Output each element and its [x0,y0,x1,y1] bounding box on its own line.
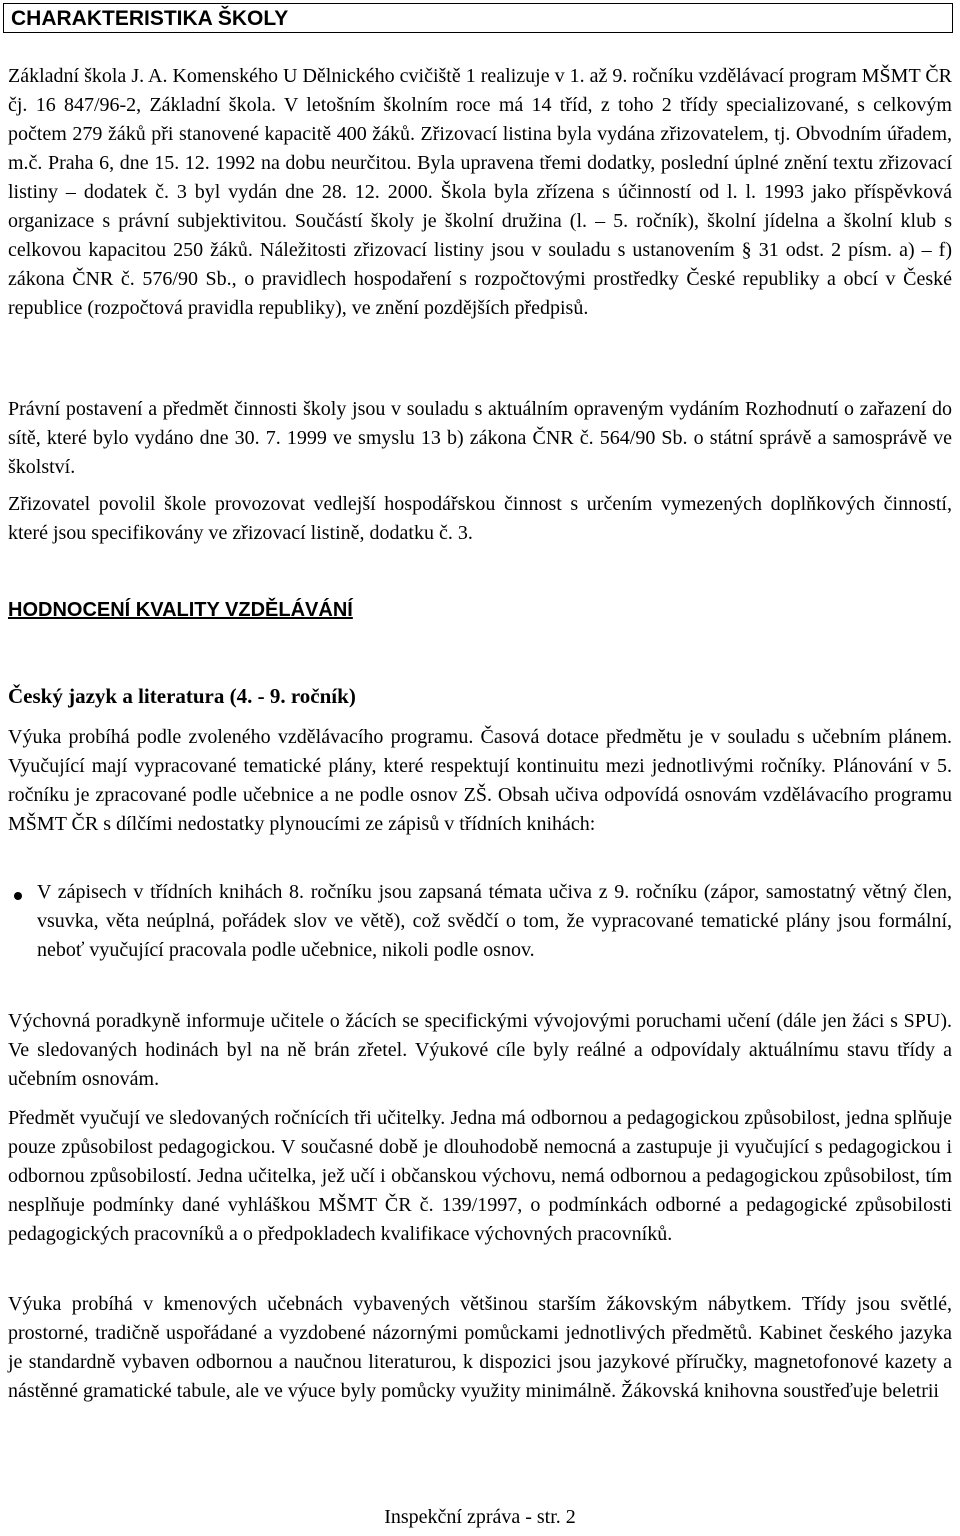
quality-paragraph-3: Předmět vyučují ve sledovaných ročnících tři učitelky. Jedna má odbornou a pedagogickou způsobilost, jedna splňuje pouze způsobilost pedagogickou. V současné době je dlouhodobě nemocná a zastupuje ji vyučující s pedagogickou i odbornou způsobilostí. Jedna učitelka, jež učí i občanskou výchovu, nemá odbornou a pedagogickou způsobilost, tím nesplňuje podmínky dané vyhláškou MŠMT ČR č. 139/1997, o podmínkách odborné a pedagogické způsobilosti pedagogických pracovníků a o předpokladech kvalifikace výchovných pracovníků. [8,1107,952,1245]
bullet-list-item: V zápisech v třídních knihách 8. ročníku jsou zapsaná témata učiva z 9. ročníku (zápor, samostatný větný člen, vsuvka, věta neúplná, pořádek slov ve větě), což svědčí o tom, že vypracované tematické plány jsou formální, neboť vyučující pracovala podle učebnice, nikoli podle osnov. [37,881,952,961]
quality-paragraph-1: Výuka probíhá podle zvoleného vzdělávacího programu. Časová dotace předmětu je v souladu s učebním plánem. Vyučující mají vypracované tematické plány, které respektují kontinuitu mezi jednotlivými ročníky. Plánování v 5. ročníku je zpracované podle učebnice a ne podle osnov ZŠ. Obsah učiva odpovídá osnovám vzdělávacího programu MŠMT ČR s dílčími nedostatky plynoucími ze zápisů v třídních knihách: [8,726,952,835]
section-heading-quality: HODNOCENÍ KVALITY VZDĚLÁVÁNÍ [8,599,353,621]
characteristics-paragraph-1: Základní škola J. A. Komenského U Dělnického cvičiště 1 realizuje v 1. až 9. ročníku vzdělávací program MŠMT ČR čj. 16 847/96-2, Základní škola. V letošním školním roce má 14 tříd, z toho 2 třídy specializované, s celkovým počtem 279 žáků při stanovené kapacitě 400 žáků. Zřizovací listina byla vydána zřizovatelem, tj. Obvodním úřadem, m.č. Praha 6, dne 15. 12. 1992 na dobu neurčitou. Byla upravena třemi dodatky, poslední úplné znění textu zřizovací listiny – dodatek č. 3 byl vydán dne 28. 12. 2000. Škola byla zřízena s účinností od l. l. 1993 jako příspěvková organizace s právní subjektivitou. Součástí školy je školní družina (l. – 5. ročník), školní jídelna a školní klub s celkovou kapacitou 250 žáků. Náležitosti zřizovací listiny jsou v souladu s ustanovením § 31 odst. 2 písm. a) – f) zákona ČNR č. 576/90 Sb., o pravidlech hospodaření s rozpočtovými prostředky České republiky a obcí v České republice (rozpočtová pravidla republiky), ve znění pozdějších předpisů. [8,65,952,319]
subject-heading: Český jazyk a literatura (4. - 9. ročník) [8,684,356,708]
quality-paragraph-4: Výuka probíhá v kmenových učebnách vybavených většinou starším žákovským nábytkem. Třídy jsou světlé, prostorné, tradičně uspořádané a vyzdobené názornými pomůckami jednotlivých předmětů. Kabinet českého jazyka je standardně vybaven odbornou a naučnou literaturou, k dispozici jsou jazykové příručky, magnetofonové kazety a nástěnné gramatické tabule, ale ve výuce byly pomůcky využity minimálně. Žákovská knihovna soustřeďuje beletrii [8,1293,952,1402]
quality-paragraph-2: Výchovná poradkyně informuje učitele o žácích se specifickými vývojovými poruchami učení (dále jen žáci s SPU). Ve sledovaných hodinách byl na ně brán zřetel. Výukové cíle byly reálné a odpovídaly aktuálnímu stavu třídy a učebním osnovám. [8,1010,952,1090]
bullet-icon [14,892,22,900]
page-footer: Inspekční zpráva - str. 2 [384,1506,576,1528]
characteristics-paragraph-2: Právní postavení a předmět činnosti školy jsou v souladu s aktuálním opraveným vydáním Rozhodnutí o zařazení do sítě, které bylo vydáno dne 30. 7. 1999 ve smyslu 13 b) zákona ČNR č. 564/90 Sb. o státní správě a samosprávě ve školství. [8,398,952,478]
section-heading-characteristics: CHARAKTERISTIKA ŠKOLY [3,3,953,33]
characteristics-paragraph-3: Zřizovatel povolil škole provozovat vedlejší hospodářskou činnost s určením vymezených doplňkových činností, které jsou specifikovány ve zřizovací listině, dodatku č. 3. [8,493,952,544]
